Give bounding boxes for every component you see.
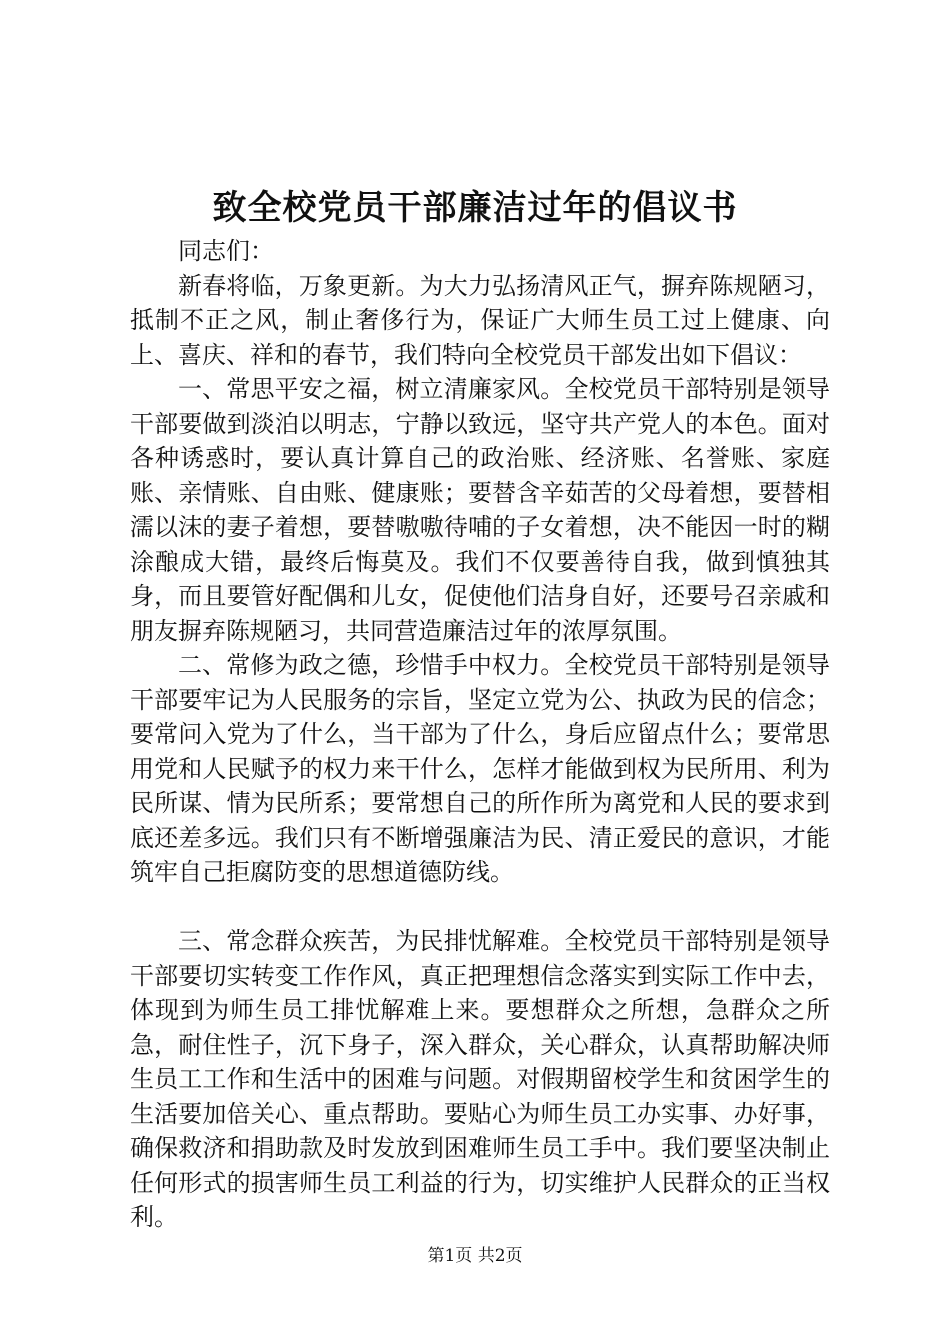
paragraph-point-1: 一、常思平安之福，树立清廉家风。全校党员干部特别是领导干部要做到淡泊以明志，宁静以致远，坚守共产党人的本色。面对各种诱惑时，要认真计算自己的政治账、经济账、名誉账、家庭账、亲情账、自由账、健康账；要替含辛茹苦的父母着想，要替相濡以沫的妻子着想，要替嗷嗷待哺的子女着想，决不能因一时的糊涂酿成大错，最终后悔莫及。我们不仅要善待自我，做到慎独其身，而且要管好配偶和儿女，促使他们洁身自好，还要号召亲戚和朋友摒弃陈规陋习，共同营造廉洁过年的浓厚氛围。 [130,375,830,645]
page-number: 第1页 共2页 [427,1246,523,1266]
document-title: 致全校党员干部廉洁过年的倡议书 [212,188,738,228]
paragraph-intro: 新春将临，万象更新。为大力弘扬清风正气，摒弃陈规陋习，抵制不正之风，制止奢侈行为，保证广大师生员工过上健康、向上、喜庆、祥和的春节，我们特向全校党员干部发出如下倡议： [130,271,830,369]
salutation: 同志们： [178,237,274,265]
paragraph-point-2: 二、常修为政之德，珍惜手中权力。全校党员干部特别是领导干部要牢记为人民服务的宗旨，坚定立党为公、执政为民的信念；要常问入党为了什么，当干部为了什么，身后应留点什么；要常思用党和人民赋予的权力来干什么，怎样才能做到权为民所用、利为民所谋、情为民所系；要常想自己的所作所为离党和人民的要求到底还差多远。我们只有不断增强廉洁为民、清正爱民的意识，才能筑牢自己拒腐防变的思想道德防线。 [130,651,830,886]
paragraph-point-3: 三、常念群众疾苦，为民排忧解难。全校党员干部特别是领导干部要切实转变工作作风，真正把理想信念落实到实际工作中去，体现到为师生员工排忧解难上来。要想群众之所想，急群众之所急，耐住性子，沉下身子，深入群众，关心群众，认真帮助解决师生员工工作和生活中的困难与问题。对假期留校学生和贫困学生的生活要加倍关心、重点帮助。要贴心为师生员工办实事、办好事，确保救济和捐助款及时发放到困难师生员工手中。我们要坚决制止任何形式的损害师生员工利益的行为，切实维护人民群众的正当权利。 [130,927,830,1231]
document-body [130,234,830,1235]
